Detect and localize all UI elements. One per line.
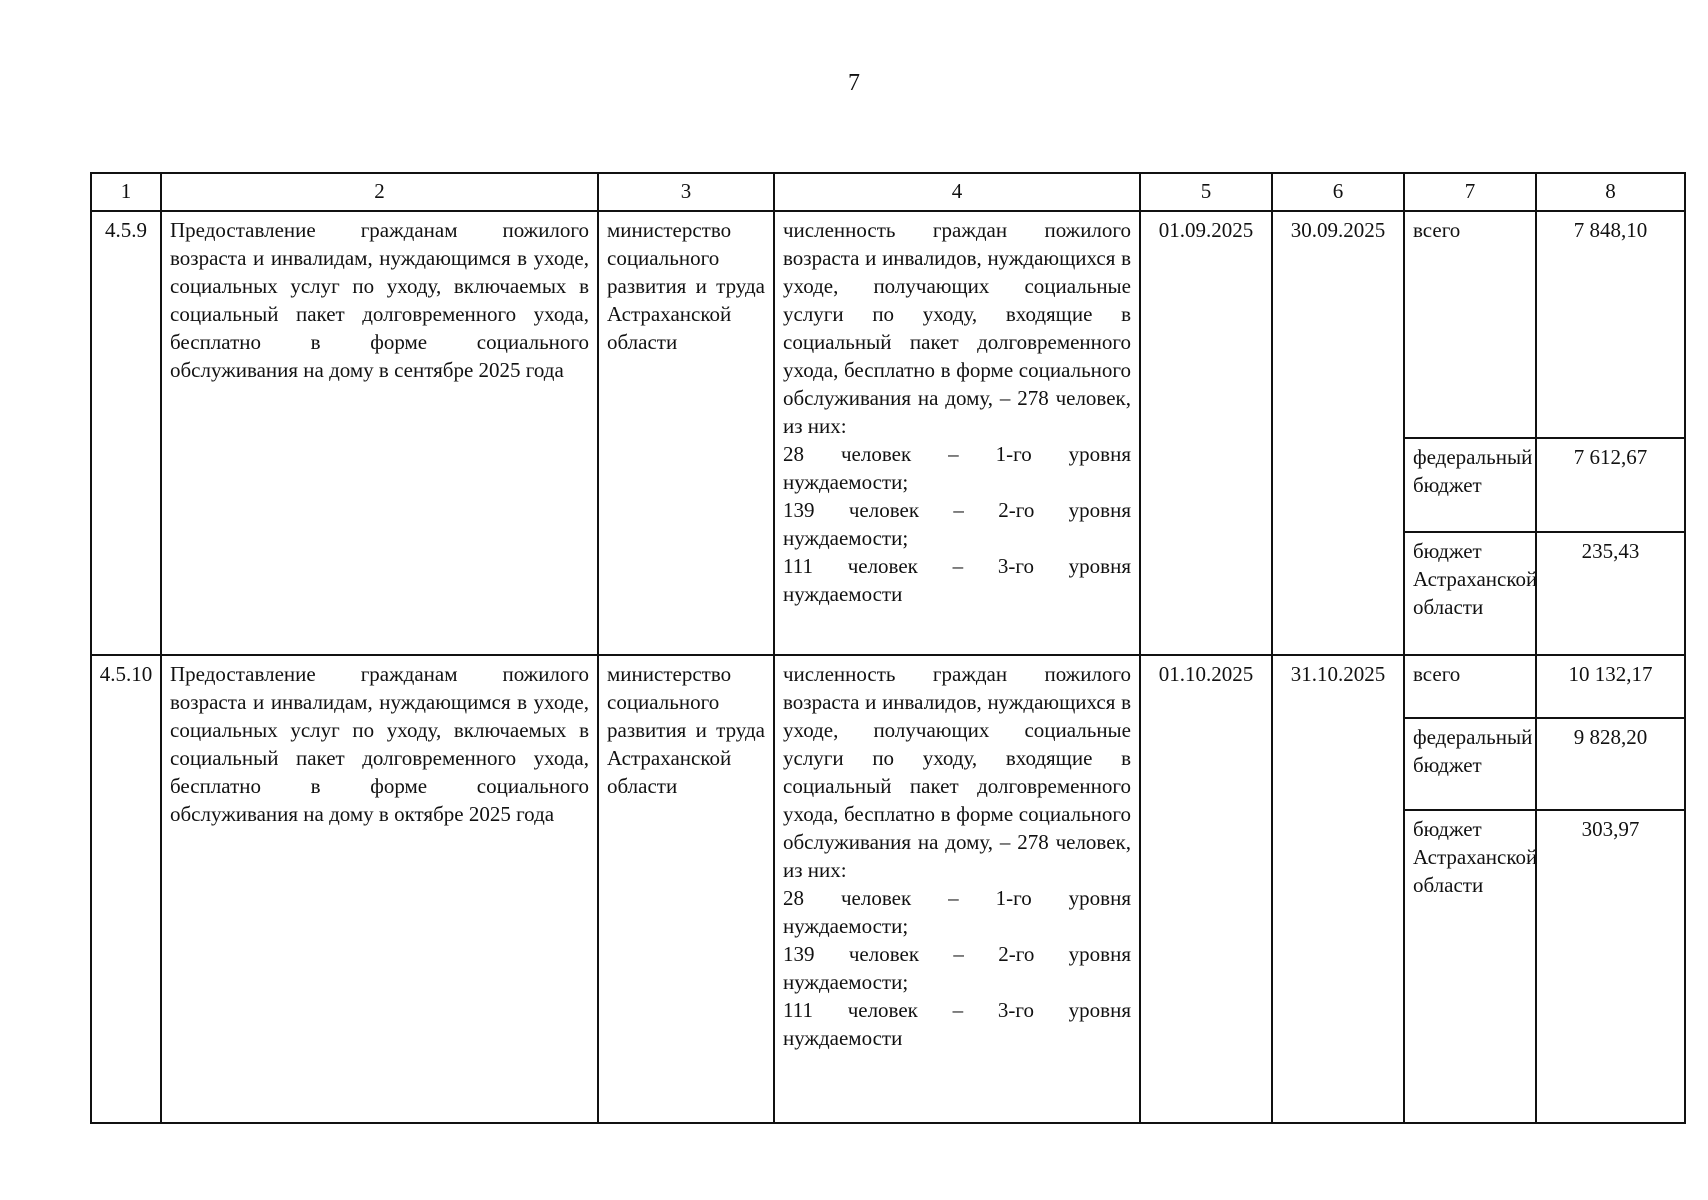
- header-cell: 1: [91, 173, 161, 211]
- responsible-executor: министерство социального развития и труда Астраханской области: [598, 655, 774, 1123]
- start-date: 01.09.2025: [1140, 211, 1272, 655]
- indicator-text: численность граждан пожилого возраста и инвалидов, нуждающихся в уходе, получающих социальные услуги по уходу, входящие в социальный пакет долговременного ухода, бесплатно в форме социального обслуживания на дому, – 278 человек, из них:: [783, 662, 1131, 882]
- header-cell: 3: [598, 173, 774, 211]
- program-table: [90, 172, 1686, 1124]
- funding-source: бюджет Астраханской области: [1404, 532, 1536, 655]
- funding-source: бюджет Астраханской области: [1404, 810, 1536, 1123]
- start-date: 01.10.2025: [1140, 655, 1272, 1123]
- header-cell: 4: [774, 173, 1140, 211]
- indicator-line: 111 человек – 3-го уровня нуждаемости: [783, 998, 1131, 1050]
- header-cell: 7: [1404, 173, 1536, 211]
- funding-source: всего: [1404, 655, 1536, 718]
- target-indicator: [774, 655, 1140, 1123]
- header-cell: 6: [1272, 173, 1404, 211]
- row-number: 4.5.10: [91, 655, 161, 1123]
- funding-amount: 235,43: [1536, 532, 1685, 655]
- row-number: 4.5.9: [91, 211, 161, 655]
- target-indicator: [774, 211, 1140, 655]
- table-row: [91, 211, 1685, 438]
- measure-description: Предоставление гражданам пожилого возраста и инвалидам, нуждающимся в уходе, социальных услуг по уходу, включаемых в социальный пакет долговременного ухода, бесплатно в форме социального обслуживания на дому в сентябре 2025 года: [161, 211, 598, 655]
- indicator-line: 28 человек – 1-го уровня нуждаемости;: [783, 442, 1131, 494]
- header-row: [91, 173, 1685, 211]
- funding-source: федеральный бюджет: [1404, 718, 1536, 811]
- funding-amount: 303,97: [1536, 810, 1685, 1123]
- measure-description: Предоставление гражданам пожилого возраста и инвалидам, нуждающимся в уходе, социальных услуг по уходу, включаемых в социальный пакет долговременного ухода, бесплатно в форме социального обслуживания на дому в октябре 2025 года: [161, 655, 598, 1123]
- end-date: 31.10.2025: [1272, 655, 1404, 1123]
- funding-amount: 10 132,17: [1536, 655, 1685, 718]
- funding-amount: 9 828,20: [1536, 718, 1685, 811]
- end-date: 30.09.2025: [1272, 211, 1404, 655]
- responsible-executor: министерство социального развития и труда Астраханской области: [598, 211, 774, 655]
- header-cell: 8: [1536, 173, 1685, 211]
- funding-amount: 7 612,67: [1536, 438, 1685, 532]
- page-number: 7: [848, 70, 860, 96]
- header-cell: 2: [161, 173, 598, 211]
- funding-amount: 7 848,10: [1536, 211, 1685, 438]
- indicator-line: 111 человек – 3-го уровня нуждаемости: [783, 554, 1131, 606]
- header-cell: 5: [1140, 173, 1272, 211]
- funding-source: всего: [1404, 211, 1536, 438]
- funding-source: федеральный бюджет: [1404, 438, 1536, 532]
- table-row: [91, 655, 1685, 718]
- indicator-text: численность граждан пожилого возраста и инвалидов, нуждающихся в уходе, получающих социальные услуги по уходу, входящие в социальный пакет долговременного ухода, бесплатно в форме социального обслуживания на дому, – 278 человек, из них:: [783, 218, 1131, 438]
- indicator-line: 28 человек – 1-го уровня нуждаемости;: [783, 886, 1131, 938]
- indicator-line: 139 человек – 2-го уровня нуждаемости;: [783, 498, 1131, 550]
- indicator-line: 139 человек – 2-го уровня нуждаемости;: [783, 942, 1131, 994]
